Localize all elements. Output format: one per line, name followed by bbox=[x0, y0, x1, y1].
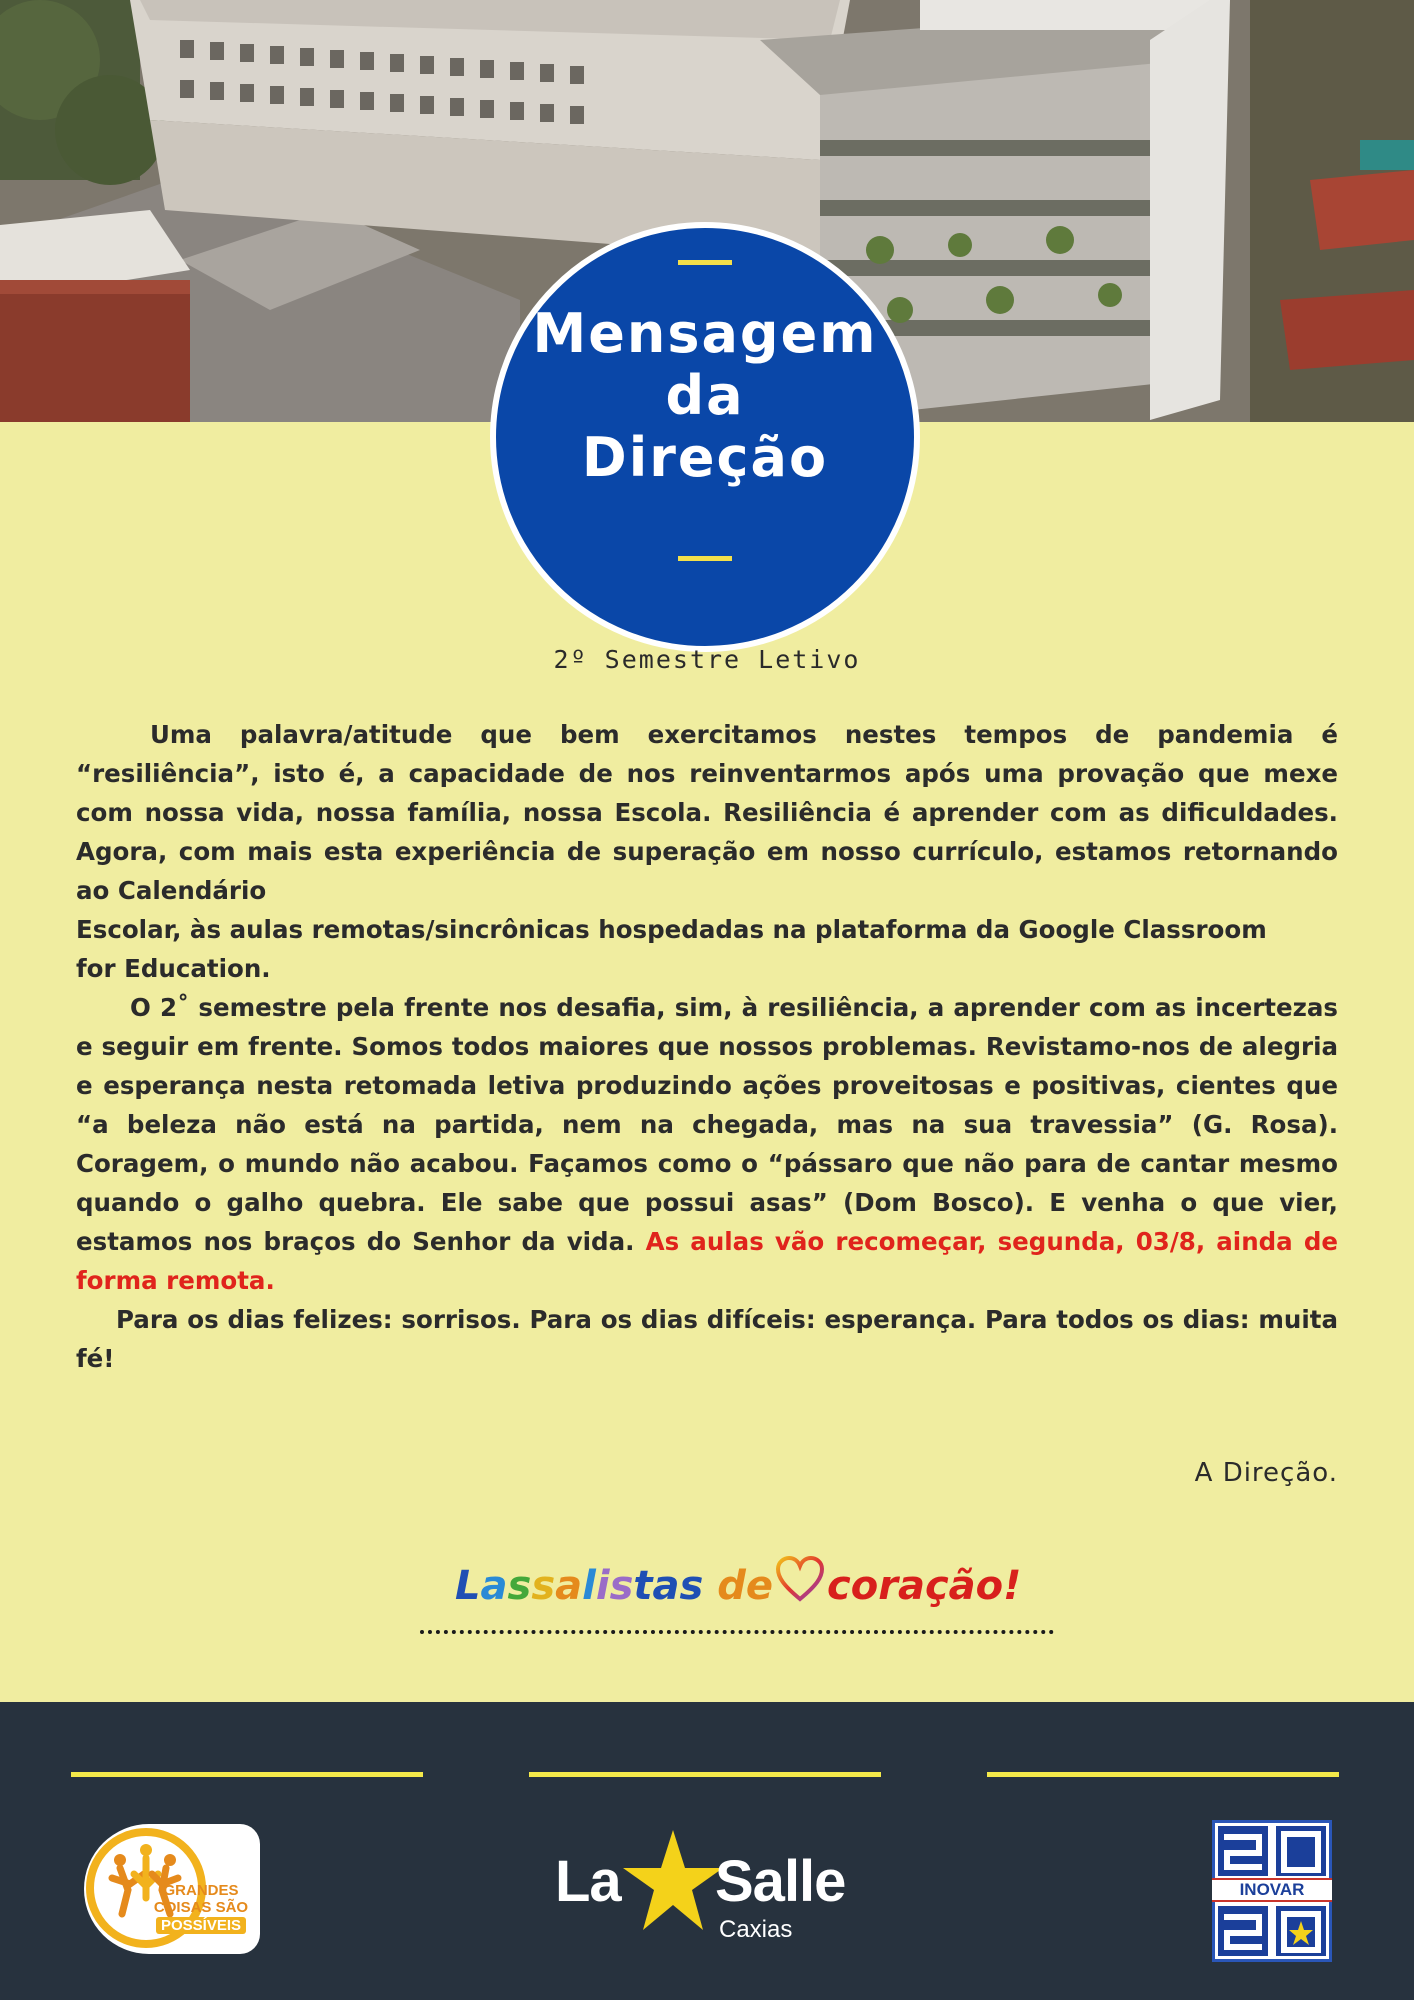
gc-line-3: POSSÍVEIS bbox=[156, 1917, 246, 1934]
inovar-label: INOVAR bbox=[1212, 1878, 1332, 1902]
slogan-letter: a bbox=[652, 1563, 680, 1609]
title-line-3: Direção bbox=[581, 426, 829, 489]
slogan bbox=[455, 1555, 1021, 1613]
heart-icon bbox=[775, 1555, 825, 1613]
slogan-letter: a bbox=[555, 1563, 583, 1609]
page-title bbox=[496, 303, 914, 489]
star-icon bbox=[623, 1830, 723, 1934]
title-line-2: da bbox=[665, 364, 745, 427]
paragraph-2-text: O 2˚ semestre pela frente nos desafia, sim, à resiliência, a aprender com as incertezas e seguir em frente. Somos todos maiores que nossos problemas. Revistamo-nos de alegria e esperança nesta retomada letiva produzindo ações proveitosas e positivas, cientes que “a beleza não está na partida, nem na chegada, mas na sua travessia” (G. Rosa). Coragem, o mundo não acabou. Façamos como o “pássaro que não para de cantar mesmo quando o galho quebra. Ele sabe que possui asas” (Dom Bosco). E venha o que vier, estamos nos braços do Senhor da vida. bbox=[76, 993, 1338, 1256]
slogan-letter: i bbox=[595, 1563, 610, 1609]
paragraph-2 bbox=[76, 988, 1338, 1300]
slogan-underline bbox=[420, 1630, 1054, 1634]
gc-line-1: GRANDES bbox=[163, 1882, 239, 1899]
footer-divider-center bbox=[529, 1772, 881, 1777]
la-salle-part-1: La bbox=[555, 1849, 621, 1914]
slogan-letter: L bbox=[455, 1563, 481, 1609]
paragraph-1: Uma palavra/atitude que bem exercitamos nestes tempos de pandemia é “resiliência”, isto é, a capacidade de nos reinventarmos após uma provação que mexe com nossa vida, nossa família, nossa Escola. Resiliência é aprender com as dificuldades. Agora, com mais esta experiência de superação em nosso currículo, estamos retornando ao Calendário bbox=[76, 720, 1338, 905]
slogan-letter: s bbox=[531, 1563, 556, 1609]
reopening-notice: As aulas vão recomeçar, segunda, 03/8, ainda de forma remota. bbox=[76, 1227, 1339, 1295]
footer-divider-right bbox=[987, 1772, 1339, 1777]
slogan-letter: l bbox=[582, 1563, 596, 1609]
slogan-ending: coração! bbox=[827, 1563, 1022, 1609]
la-salle-part-2: Salle bbox=[715, 1849, 846, 1914]
footer bbox=[0, 1702, 1414, 2000]
footer-divider-left bbox=[71, 1772, 423, 1777]
la-salle-city: Caxias bbox=[719, 1916, 793, 1943]
slogan-letter: s bbox=[609, 1563, 634, 1609]
paragraph-1-cont: Escolar, às aulas remotas/sincrônicas hospedadas na plataforma da Google Classroom bbox=[76, 915, 1267, 944]
grandes-coisas-logo bbox=[84, 1824, 260, 1954]
slogan-letter: s bbox=[679, 1563, 704, 1609]
paragraph-1-end: for Education. bbox=[76, 954, 271, 983]
paragraph-3: Para os dias felizes: sorrisos. Para os dias difíceis: esperança. Para todos os dias: muita fé! bbox=[76, 1305, 1338, 1373]
title-circle bbox=[490, 222, 920, 652]
slogan-letter: d bbox=[717, 1563, 746, 1609]
slogan-letter bbox=[703, 1563, 717, 1609]
slogan-letters bbox=[455, 1563, 773, 1609]
title-accent-top bbox=[678, 260, 732, 265]
slogan-letter: t bbox=[633, 1563, 653, 1609]
signature: A Direção. bbox=[1194, 1458, 1338, 1488]
gc-line-2: COISAS SÃO bbox=[153, 1899, 249, 1916]
title-line-1: Mensagem bbox=[532, 302, 878, 365]
la-salle-logo bbox=[555, 1822, 875, 1962]
inovar-2020-logo bbox=[1212, 1820, 1332, 1962]
message-body bbox=[76, 715, 1338, 1378]
slogan-letter: a bbox=[480, 1563, 508, 1609]
title-accent-bottom bbox=[678, 556, 732, 561]
slogan-letter: s bbox=[507, 1563, 532, 1609]
slogan-letter: e bbox=[745, 1563, 774, 1609]
semester-subtitle: 2º Semestre Letivo bbox=[553, 645, 861, 674]
